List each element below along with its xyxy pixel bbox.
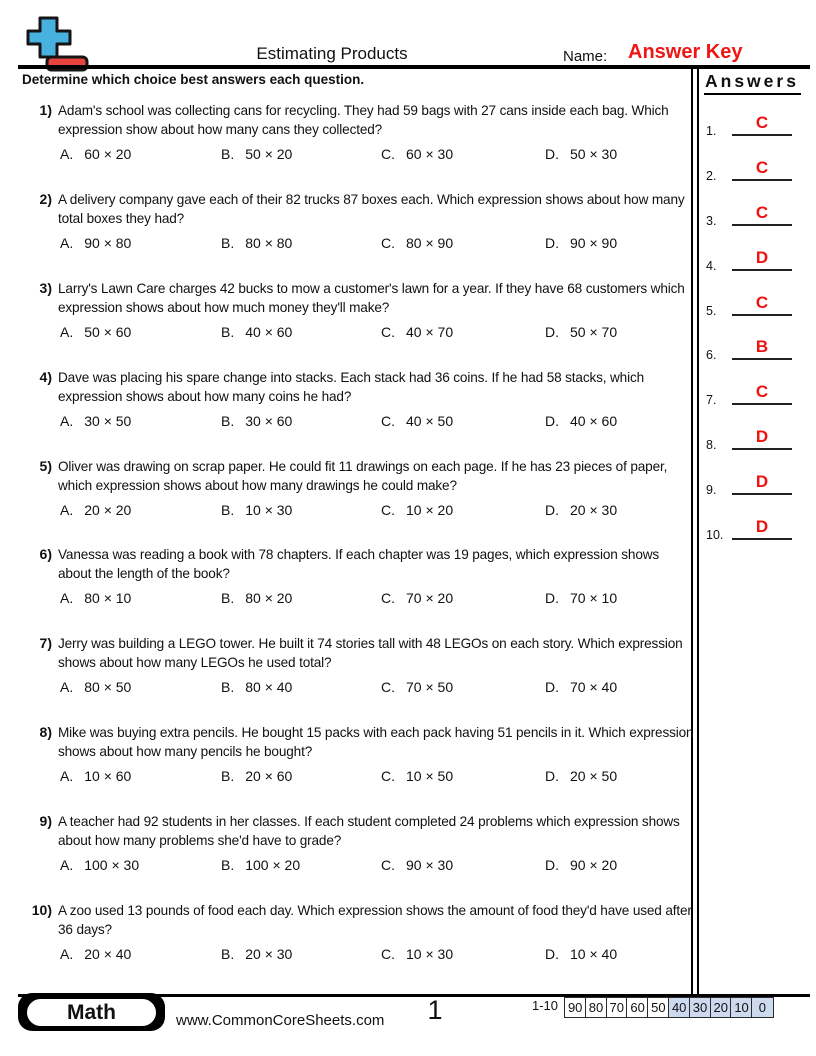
question-number: 2) bbox=[39, 190, 52, 207]
choice-value: 90 × 20 bbox=[570, 857, 618, 874]
choice-option-b bbox=[221, 590, 292, 606]
question-text: Vanessa was reading a book with 78 chapters. If each chapter was 19 pages, which expression shows about the length of the book? bbox=[58, 547, 660, 582]
choice-option-c bbox=[381, 235, 453, 251]
answer-number: 3. bbox=[706, 214, 717, 228]
choice-label: C. bbox=[381, 501, 395, 518]
choice-option-b bbox=[221, 946, 292, 962]
choice-row bbox=[58, 768, 694, 786]
choice-label: D. bbox=[545, 234, 559, 251]
choice-label: D. bbox=[545, 501, 559, 518]
choice-option-c bbox=[381, 502, 453, 518]
choice-value: 100 × 30 bbox=[84, 857, 140, 874]
choice-option-a bbox=[60, 946, 131, 962]
answer-letter: C bbox=[755, 113, 769, 132]
choice-label: B. bbox=[221, 679, 235, 696]
choice-label: B. bbox=[221, 323, 235, 340]
choice-option-a bbox=[60, 502, 131, 518]
choice-option-b bbox=[221, 857, 300, 873]
score-cell: 70 bbox=[606, 997, 628, 1018]
choice-option-a bbox=[60, 679, 131, 695]
choice-row bbox=[58, 590, 694, 608]
choice-label: C. bbox=[381, 768, 395, 785]
choice-option-c bbox=[381, 590, 453, 606]
question-text: A zoo used 13 pounds of food each day. Which expression shows the amount of food they'd have used after 36 days? bbox=[58, 903, 692, 938]
answer-letter: C bbox=[755, 158, 769, 177]
answer-row bbox=[700, 182, 816, 226]
choice-row bbox=[58, 146, 694, 164]
answer-number: 7. bbox=[706, 393, 717, 407]
choice-value: 20 × 60 bbox=[245, 768, 293, 785]
answer-row bbox=[700, 92, 816, 136]
answer-blank-line bbox=[732, 224, 792, 226]
choice-option-c bbox=[381, 679, 453, 695]
answer-number: 8. bbox=[706, 438, 717, 452]
choice-value: 80 × 20 bbox=[245, 590, 293, 607]
choice-option-c bbox=[381, 857, 453, 873]
answer-number: 10. bbox=[706, 528, 724, 542]
answer-key-value: Answer Key bbox=[628, 41, 743, 63]
choice-row bbox=[58, 857, 694, 875]
answer-blank-line bbox=[732, 179, 792, 181]
answer-row bbox=[700, 451, 816, 495]
answer-row bbox=[700, 316, 816, 360]
choice-label: A. bbox=[60, 323, 74, 340]
choice-option-a bbox=[60, 235, 131, 251]
question-text: Dave was placing his spare change into stacks. Each stack had 36 coins. If he had 58 stacks, which expression shows about how many coins he had? bbox=[58, 369, 645, 404]
choice-label: A. bbox=[60, 501, 74, 518]
answer-blank-line bbox=[732, 269, 792, 271]
answer-letter: B bbox=[755, 337, 769, 356]
choice-label: A. bbox=[60, 412, 74, 429]
choice-label: A. bbox=[60, 946, 74, 963]
score-cell: 30 bbox=[689, 997, 711, 1018]
choice-option-b bbox=[221, 679, 292, 695]
choice-value: 30 × 50 bbox=[84, 412, 132, 429]
question-item bbox=[39, 545, 694, 634]
choice-option-d bbox=[545, 502, 617, 518]
choice-label: A. bbox=[60, 857, 74, 874]
question-number: 8) bbox=[39, 724, 52, 741]
choice-value: 10 × 30 bbox=[245, 501, 293, 518]
choice-label: D. bbox=[545, 412, 559, 429]
choice-option-d bbox=[545, 768, 617, 784]
choice-option-d bbox=[545, 857, 617, 873]
choice-option-d bbox=[545, 590, 617, 606]
math-badge-label: Math bbox=[27, 999, 156, 1026]
choice-row bbox=[58, 413, 694, 431]
question-item bbox=[39, 190, 694, 279]
choice-option-d bbox=[545, 679, 617, 695]
questions-list bbox=[31, 101, 694, 990]
choice-option-d bbox=[545, 235, 617, 251]
score-cell: 90 bbox=[564, 997, 586, 1018]
choice-option-a bbox=[60, 146, 131, 162]
question-item bbox=[39, 634, 694, 723]
question-text: Adam's school was collecting cans for recycling. They had 59 bags with 27 cans inside each bag. Which expression show about how many cans they collected? bbox=[58, 103, 669, 137]
choice-value: 10 × 60 bbox=[84, 768, 132, 785]
question-number: 10) bbox=[31, 902, 52, 919]
choice-label: C. bbox=[381, 946, 395, 963]
choice-label: A. bbox=[60, 590, 74, 607]
answer-letter: C bbox=[755, 203, 769, 222]
choice-option-b bbox=[221, 235, 292, 251]
question-number: 5) bbox=[39, 457, 52, 474]
choice-option-a bbox=[60, 324, 131, 340]
choice-value: 90 × 90 bbox=[570, 234, 618, 251]
question-item bbox=[39, 368, 694, 457]
choice-value: 80 × 40 bbox=[245, 679, 293, 696]
choice-value: 40 × 60 bbox=[245, 323, 293, 340]
choice-option-c bbox=[381, 146, 453, 162]
choice-label: B. bbox=[221, 768, 235, 785]
choice-value: 50 × 20 bbox=[245, 146, 293, 162]
choice-option-c bbox=[381, 768, 453, 784]
choice-label: A. bbox=[60, 146, 74, 162]
choice-row bbox=[58, 946, 694, 964]
answer-number: 5. bbox=[706, 304, 717, 318]
answer-blank-line bbox=[732, 403, 792, 405]
choice-label: B. bbox=[221, 946, 235, 963]
choice-value: 20 × 40 bbox=[84, 946, 132, 963]
question-number: 9) bbox=[39, 813, 52, 830]
choice-value: 20 × 30 bbox=[570, 501, 618, 518]
choice-label: C. bbox=[381, 679, 395, 696]
question-item bbox=[31, 901, 694, 990]
choice-row bbox=[58, 679, 694, 697]
choice-value: 20 × 30 bbox=[245, 946, 293, 963]
answer-letter: D bbox=[755, 427, 769, 446]
choice-label: A. bbox=[60, 679, 74, 696]
question-item bbox=[39, 279, 694, 368]
choice-value: 90 × 30 bbox=[406, 857, 454, 874]
choice-value: 70 × 50 bbox=[406, 679, 454, 696]
choice-option-c bbox=[381, 324, 453, 340]
choice-label: B. bbox=[221, 234, 235, 251]
score-cell: 60 bbox=[626, 997, 648, 1018]
choice-option-c bbox=[381, 946, 453, 962]
answer-blank-line bbox=[732, 358, 792, 360]
choice-row bbox=[58, 324, 694, 342]
choice-option-a bbox=[60, 590, 131, 606]
question-text: A delivery company gave each of their 82 trucks 87 boxes each. Which expression shows about how many total boxes they had? bbox=[58, 191, 685, 226]
choice-label: A. bbox=[60, 234, 74, 251]
choice-option-b bbox=[221, 502, 292, 518]
instructions-text: Determine which choice best answers each question. bbox=[22, 72, 365, 87]
choice-label: C. bbox=[381, 146, 395, 162]
answer-letter: D bbox=[755, 472, 769, 491]
choice-value: 50 × 70 bbox=[570, 323, 618, 340]
choice-value: 30 × 60 bbox=[245, 412, 293, 429]
question-item bbox=[39, 723, 694, 812]
question-item bbox=[39, 812, 694, 901]
choice-label: C. bbox=[381, 323, 395, 340]
answer-row bbox=[700, 137, 816, 181]
answer-row bbox=[700, 406, 816, 450]
choice-option-b bbox=[221, 146, 292, 162]
answer-blank-line bbox=[732, 493, 792, 495]
choice-option-b bbox=[221, 413, 292, 429]
choice-value: 60 × 20 bbox=[84, 146, 132, 162]
answer-letter: D bbox=[755, 248, 769, 267]
choice-option-d bbox=[545, 324, 617, 340]
answer-row bbox=[700, 361, 816, 405]
choice-label: C. bbox=[381, 857, 395, 874]
website-url: www.CommonCoreSheets.com bbox=[176, 1012, 385, 1029]
answer-blank-line bbox=[732, 448, 792, 450]
choice-value: 70 × 10 bbox=[570, 590, 618, 607]
question-text: Jerry was building a LEGO tower. He built it 74 stories tall with 48 LEGOs on each story. Which expression shows about how many LEGOs he used total? bbox=[58, 636, 683, 671]
choice-label: C. bbox=[381, 234, 395, 251]
choice-option-d bbox=[545, 146, 617, 162]
question-text: Oliver was drawing on scrap paper. He could fit 11 drawings on each page. If he has 23 pieces of paper, which expression shows about how many drawings he could make? bbox=[58, 458, 668, 493]
choice-label: A. bbox=[60, 768, 74, 785]
choice-label: B. bbox=[221, 590, 235, 607]
choice-label: B. bbox=[221, 146, 235, 162]
answer-row bbox=[700, 227, 816, 271]
score-cell: 20 bbox=[710, 997, 732, 1018]
choice-option-d bbox=[545, 946, 617, 962]
choice-value: 40 × 70 bbox=[406, 323, 454, 340]
answer-letter: C bbox=[755, 382, 769, 401]
answer-row bbox=[700, 272, 816, 316]
score-range-label: 1-10 bbox=[531, 998, 558, 1013]
choice-option-b bbox=[221, 768, 292, 784]
question-item bbox=[39, 101, 694, 190]
choice-label: D. bbox=[545, 768, 559, 785]
choice-option-a bbox=[60, 857, 139, 873]
question-item bbox=[39, 457, 694, 546]
answer-blank-line bbox=[732, 538, 792, 540]
page-number: 1 bbox=[427, 995, 443, 1025]
choice-label: C. bbox=[381, 590, 395, 607]
choice-option-d bbox=[545, 413, 617, 429]
score-grid bbox=[564, 997, 774, 1018]
question-text: A teacher had 92 students in her classes. If each student completed 24 problems which expression shows about how many problems she'd have to grade? bbox=[58, 814, 680, 849]
choice-row bbox=[58, 235, 694, 253]
choice-value: 50 × 60 bbox=[84, 323, 132, 340]
answers-panel bbox=[700, 69, 816, 995]
header-rule bbox=[18, 65, 810, 69]
choice-label: D. bbox=[545, 323, 559, 340]
choice-label: B. bbox=[221, 857, 235, 874]
choice-label: D. bbox=[545, 679, 559, 696]
choice-value: 90 × 80 bbox=[84, 234, 132, 251]
choice-value: 80 × 50 bbox=[84, 679, 132, 696]
question-number: 6) bbox=[39, 546, 52, 563]
choice-value: 80 × 80 bbox=[245, 234, 293, 251]
question-number: 1) bbox=[39, 102, 52, 118]
choice-label: D. bbox=[545, 146, 559, 162]
choice-value: 80 × 10 bbox=[84, 590, 132, 607]
choice-label: B. bbox=[221, 501, 235, 518]
answer-number: 4. bbox=[706, 259, 717, 273]
score-cell: 40 bbox=[668, 997, 690, 1018]
choice-option-a bbox=[60, 768, 131, 784]
choice-option-c bbox=[381, 413, 453, 429]
answer-number: 2. bbox=[706, 169, 717, 183]
choice-label: D. bbox=[545, 590, 559, 607]
score-cell: 0 bbox=[751, 997, 773, 1018]
question-text: Mike was buying extra pencils. He bought 15 packs with each pack having 51 pencils in it. Which expression shows about how many pencils he bought? bbox=[58, 725, 694, 760]
answer-row bbox=[700, 496, 816, 540]
answer-letter: D bbox=[755, 517, 769, 536]
choice-label: D. bbox=[545, 946, 559, 963]
choice-value: 80 × 90 bbox=[406, 234, 454, 251]
choice-value: 50 × 30 bbox=[570, 146, 618, 162]
choice-option-b bbox=[221, 324, 292, 340]
choice-value: 40 × 50 bbox=[406, 412, 454, 429]
choice-value: 40 × 60 bbox=[570, 412, 618, 429]
choice-option-a bbox=[60, 413, 131, 429]
score-cell: 50 bbox=[647, 997, 669, 1018]
page-title: Estimating Products bbox=[256, 44, 408, 63]
question-number: 7) bbox=[39, 635, 52, 652]
choice-value: 70 × 20 bbox=[406, 590, 454, 607]
score-cell: 80 bbox=[585, 997, 607, 1018]
math-badge bbox=[18, 993, 165, 1031]
question-number: 4) bbox=[39, 368, 52, 385]
choice-label: D. bbox=[545, 857, 559, 874]
choice-value: 60 × 30 bbox=[406, 146, 454, 162]
choice-row bbox=[58, 502, 694, 520]
answer-blank-line bbox=[732, 134, 792, 136]
answer-number: 9. bbox=[706, 483, 717, 497]
choice-value: 20 × 50 bbox=[570, 768, 618, 785]
choice-value: 10 × 40 bbox=[570, 946, 618, 963]
score-cell: 10 bbox=[730, 997, 752, 1018]
choice-value: 70 × 40 bbox=[570, 679, 618, 696]
choice-value: 10 × 50 bbox=[406, 768, 454, 785]
name-label: Name: bbox=[563, 48, 608, 65]
answer-letter: C bbox=[755, 293, 769, 312]
answer-number: 1. bbox=[706, 124, 717, 138]
question-number: 3) bbox=[39, 279, 52, 296]
choice-value: 100 × 20 bbox=[245, 857, 301, 874]
choice-value: 10 × 20 bbox=[406, 501, 454, 518]
choice-label: C. bbox=[381, 412, 395, 429]
choice-value: 20 × 20 bbox=[84, 501, 132, 518]
answers-panel-title: Answers bbox=[704, 71, 801, 95]
answer-number: 6. bbox=[706, 348, 717, 362]
question-text: Larry's Lawn Care charges 42 bucks to mow a customer's lawn for a year. If they have 68 customers which expression shows about how much money they'll make? bbox=[58, 280, 685, 315]
choice-label: B. bbox=[221, 412, 235, 429]
choice-value: 10 × 30 bbox=[406, 946, 454, 963]
